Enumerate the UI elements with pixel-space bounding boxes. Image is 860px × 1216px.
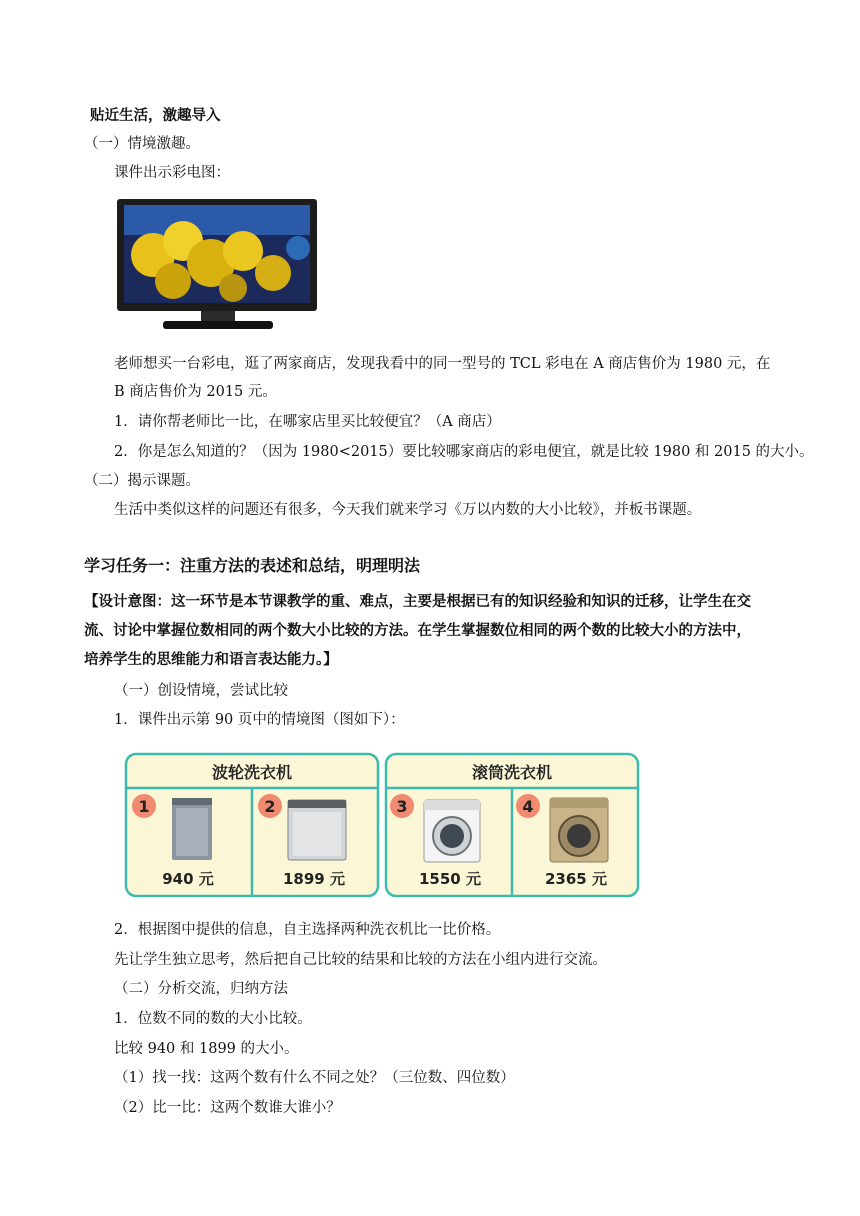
question-2: 2．你是怎么知道的？（因为 1980<2015）要比较哪家商店的彩电便宜，就是比较 1980 和 2015 的大小。 [114,444,814,460]
machine-1-number: 1 [138,797,150,816]
machine-2-number: 2 [264,797,276,816]
group-label-right: 滚筒洗衣机 [471,763,553,782]
subheading-analyze: （二）分析交流，归纳方法 [114,981,288,997]
top-loader-silver-icon [288,800,346,860]
paragraph-show-tv: 课件出示彩电图： [114,165,230,181]
section-title-task1: 学习任务一：注重方法的表述和总结，明理明法 [84,556,421,575]
item-3: 1．位数不同的数的大小比较。 [114,1011,312,1027]
paragraph-topic: 生活中类似这样的问题还有很多，今天我们就来学习《万以内数的大小比较》，并板书课题。 [114,502,702,518]
machine-3-price: 1550 元 [419,870,481,888]
subheading-situation: （一）情境激趣。 [84,136,200,152]
machine-3-number: 3 [396,797,408,816]
question-1: 1．请你帮老师比一比，在哪家店里买比较便宜？（A 商店） [114,414,501,430]
paragraph-story-line1: 老师想买一台彩电，逛了两家商店，发现我看中的同一型号的 TCL 彩电在 A 商店售价为 1980 元，在 [114,356,771,372]
subheading-topic: （二）揭示课题。 [84,473,200,489]
machine-1-price: 940 元 [162,870,214,888]
design-intent-line1: 【设计意图：这一环节是本节课教学的重、难点，主要是根据已有的知识经验和知识的迁移，让学生在交 [84,593,751,610]
front-loader-gold-icon [550,798,608,862]
machine-4-number: 4 [522,797,534,816]
group-label-left: 波轮洗衣机 [211,763,293,782]
front-loader-white-icon [424,800,480,862]
tv-image [113,193,323,335]
step-2: （2）比一比：这两个数谁大谁小？ [114,1100,341,1116]
top-loader-gray-icon [172,798,212,860]
machine-4-price: 2365 元 [545,870,607,888]
paragraph-think: 先让学生独立思考，然后把自己比较的结果和比较的方法在小组内进行交流。 [114,952,607,968]
section-title-intro: 贴近生活，激趣导入 [90,107,221,124]
machine-2-price: 1899 元 [283,870,345,888]
design-intent-line3: 培养学生的思维能力和语言表达能力。】 [84,651,338,668]
subheading-create: （一）创设情境，尝试比较 [114,683,288,699]
design-intent-line2: 流、讨论中掌握位数相同的两个数大小比较的方法。在学生掌握数位相同的两个数的比较大小的方法中， [84,622,751,639]
item-1: 1．课件出示第 90 页中的情境图（图如下）： [114,712,405,728]
washing-machine-figure [124,752,640,898]
paragraph-compare: 比较 940 和 1899 的大小。 [114,1041,299,1057]
item-2: 2．根据图中提供的信息，自主选择两种洗衣机比一比价格。 [114,922,501,938]
step-1: （1）找一找：这两个数有什么不同之处？（三位数、四位数） [114,1070,515,1086]
paragraph-story-line2: B 商店售价为 2015 元。 [114,384,277,400]
